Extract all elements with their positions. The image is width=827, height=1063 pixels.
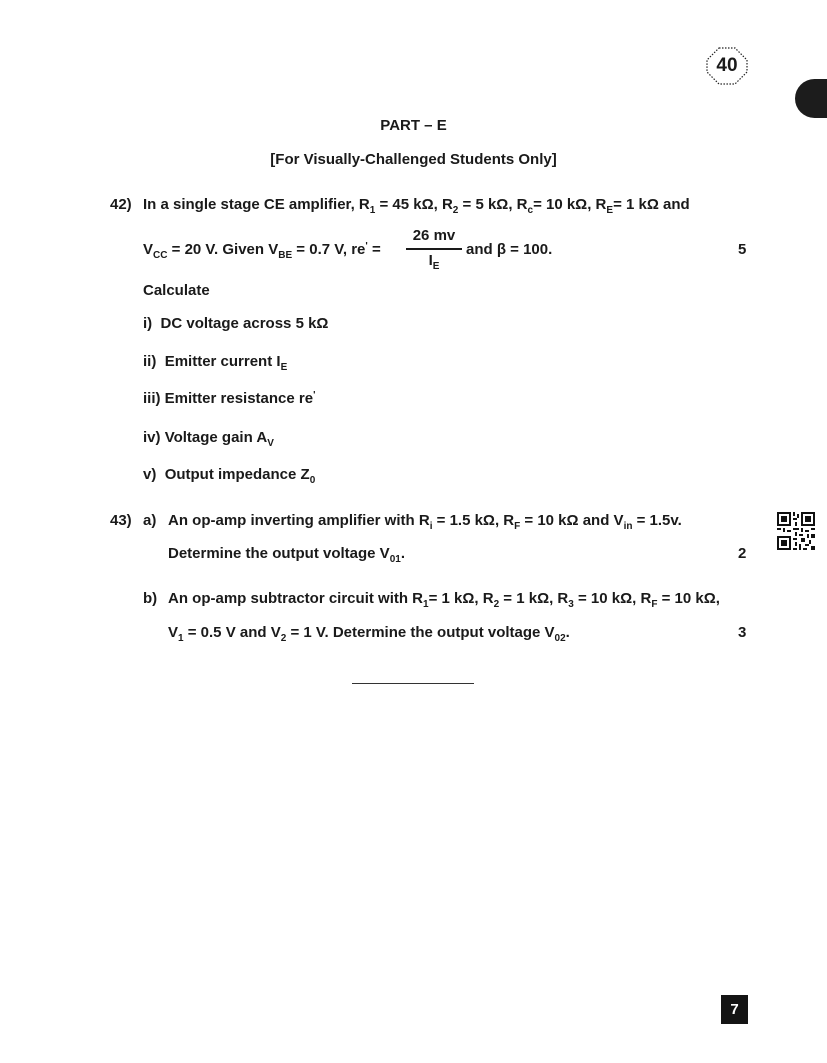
q42-calculate: Calculate <box>143 282 210 299</box>
q42-number: 42) <box>110 196 132 213</box>
fraction-bar <box>406 248 462 250</box>
q42-item-4: iv) Voltage gain $A_V$ <box>143 429 274 449</box>
q42-item-5: v) Output impedance $Z_0$ <box>143 466 316 486</box>
q43-number: 43) <box>110 512 132 529</box>
page-number: 7 <box>721 995 748 1024</box>
q43b-line1 <box>168 590 748 610</box>
q43a-label: a) <box>143 512 157 529</box>
q43b-marks: 3 <box>738 624 747 641</box>
fraction-numerator: 26 mv <box>412 227 456 244</box>
q43a-marks: 2 <box>738 545 747 562</box>
part-subtitle: [For Visually-Challenged Students Only] <box>270 151 557 168</box>
q43a-line2: Determine the output voltage $V_{01}$. <box>168 545 405 565</box>
page-badge <box>705 46 749 86</box>
q42-item-2: ii) Emitter current $I_E$ <box>143 353 288 373</box>
q42-line2-left: $V_{CC} = 20$ V. Given $V_{BE} = 0.7$ V, re' = <box>143 241 381 261</box>
fraction-denominator: $I_E$ <box>428 252 440 272</box>
edge-tab <box>795 79 827 118</box>
q42-item-1: i) DC voltage across 5 kΩ <box>143 315 329 332</box>
q43a-line1 <box>168 512 748 532</box>
q42-line1-text: In a single stage CE amplifier, $R_1 = 45$ kΩ, $R_2 = 5$ kΩ, $R_c= 10$ kΩ, $R_E= 1$ kΩ and <box>143 196 690 216</box>
q42-line2-right: and β = 100. <box>466 241 553 258</box>
part-title: PART – E <box>380 117 447 134</box>
badge-number: 40 <box>716 55 738 76</box>
q43b-line1-text: An op-amp subtractor circuit with $R_1= 1$ kΩ, $R_2 = 1$ kΩ, $R_3 = 10$ kΩ, $R_F = 10$ kΩ, <box>168 590 720 610</box>
q43b-line2: $V_1 = 0.5$ V and $V_2 = 1$ V. Determine the output voltage $V_{02}$. <box>168 624 570 644</box>
end-rule <box>352 683 474 684</box>
q42-marks: 5 <box>738 241 747 258</box>
q42-item-3: iii) Emitter resistance re' <box>143 390 316 407</box>
q42-line1 <box>143 196 748 216</box>
qr-code-icon <box>777 512 815 550</box>
q43b-label: b) <box>143 590 158 607</box>
q43a-line1-text: An op-amp inverting amplifier with $R_i = 1.5$ kΩ, $R_F = 10$ kΩ and $V_{in} = 1.5v$. <box>168 512 682 532</box>
